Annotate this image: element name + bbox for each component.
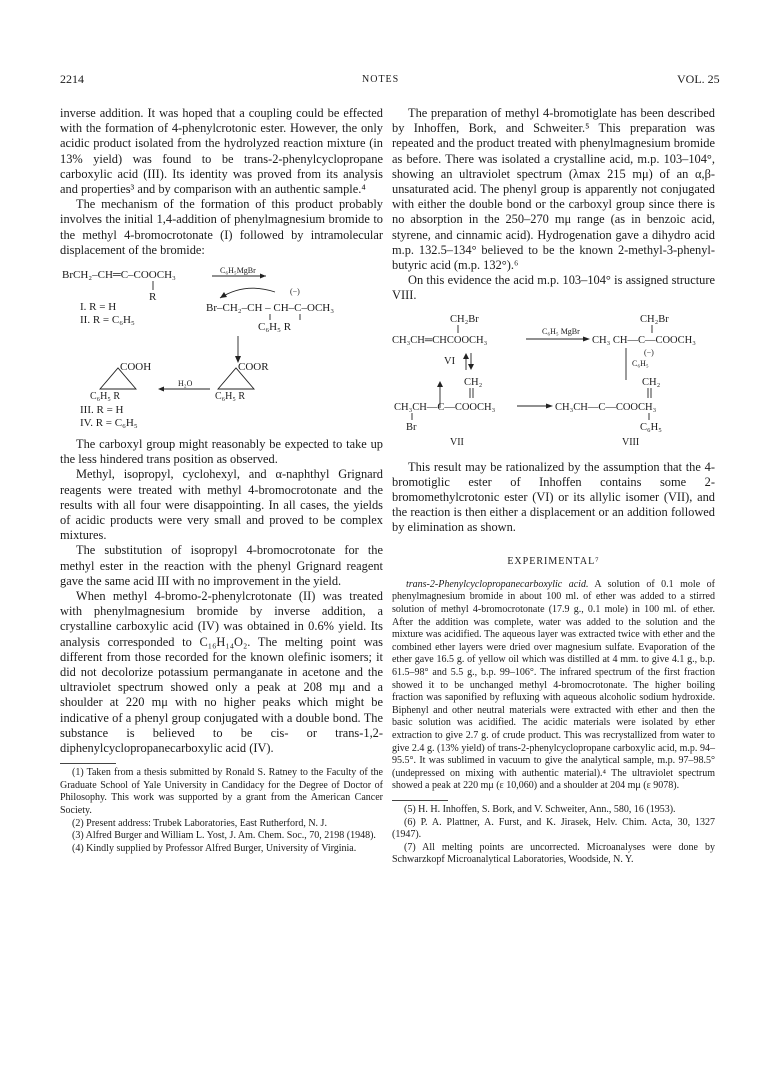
scheme-right-s9: CH₂ (464, 376, 483, 388)
footnote-6: (6) P. A. Plattner, A. Furst, and K. Jirasek, Helv. Chim. Acta, 30, 1327 (1947). (392, 816, 715, 841)
scheme-left-s5: Br–CH₂–CH – CH–C–OCH₃ (206, 302, 335, 315)
scheme-right-s1: CH₂Br (450, 313, 479, 325)
right-paragraph-3: This result may be rationalized by the assumption that the 4-bromotiglic ester of Inhoffen contains some 2-bromomethylcrotonic ester (VI) or its allylic isomer (VII), and the reaction is then either a displacement or an addition followed by elimination as shown. (392, 459, 715, 535)
footnote-rule (60, 763, 116, 764)
scheme-right-s8: C₆H₅ (632, 358, 649, 368)
footnote-7: (7) All melting points are uncorrected. Microanalyses were done by Schwarzkopf Microanalytical Laboratories, Woodside, N. Y. (392, 841, 715, 866)
reaction-scheme-left (60, 264, 383, 429)
footnote-3: (3) Alfred Burger and William L. Yost, J. Am. Chem. Soc., 70, 2198 (1948). (72, 830, 376, 842)
scheme-left-s9: COOH (120, 361, 152, 374)
scheme-right-s14: C₆H₅ (640, 421, 662, 433)
right-paragraph-2: On this evidence the acid m.p. 103–104° is assigned structure VIII. (392, 273, 715, 303)
left-paragraph-5: The substitution of isopropyl 4-bromocrotonate for the methyl ester in the reaction with the phenyl Grignard reagent gave the same acid III with no improvement in the yield. (60, 543, 383, 588)
scheme-left-s13: C₆H₅ R (215, 391, 246, 403)
scheme-right-s3: C₆H₅ MgBr (542, 326, 580, 336)
scheme-left-s4: (−) (290, 287, 300, 297)
left-paragraph-4: Methyl, isopropyl, cyclohexyl, and α-naphthyl Grignard reagents were treated with methyl 4-bromocrotonate and the results with all four were disappointing. In all cases, the yields of acidic products were very small and proved to be complex mixtures. (60, 467, 383, 543)
volume-label: VOL. 25 (677, 72, 720, 86)
footnotes-left (60, 767, 383, 855)
footnote-5: (5) H. H. Inhoffen, S. Bork, and V. Schweiter, Ann., 580, 16 (1953). (404, 803, 676, 815)
scheme-right-s7: VI (444, 355, 456, 367)
right-paragraph-1: The preparation of methyl 4-bromotiglate has been described by Inhoffen, Bork, and Schweiter.⁵ This preparation was repeated and the product treated with phenylmagnesium bromide as before. There was isolated a crystalline acid, m.p. 103–104°, showing an ultraviolet spectrum (λmax 215 mμ) of an α,β-unsaturated acid. The phenyl group is apparently not conjugated with either the double bond or the carboxyl group since there is no absorption in the 250–270 mμ range (as in benzoic acid, styrene, and cinnamic acid). Hydrogenation gave a dihydro acid m.p. 132.5–134° believed to be the known 2-methyl-3-phenyl-butyric acid (m.p. 132°).⁶ (392, 106, 715, 273)
scheme-left-s8: C₆H₅ R (258, 321, 292, 334)
left-column (60, 106, 383, 855)
scheme-right-s2: CH₂Br (640, 313, 669, 325)
experimental-paragraph (392, 579, 715, 793)
page-number: 2214 (60, 72, 84, 86)
right-column (392, 106, 715, 867)
scheme-left-s2: C₆H₅MgBr (220, 266, 256, 276)
left-paragraph-3: The carboxyl group might reasonably be expected to take up the less hindered trans position as observed. (60, 437, 383, 467)
footnote-rule-right (392, 800, 448, 801)
scheme-left-s15: IV. R = C₆H₅ (80, 417, 138, 430)
scheme-left-s6: I. R = H (80, 301, 117, 314)
left-paragraph-2: The mechanism of the formation of this product probably involves the initial 1,4-addition of phenylmagnesium bromide to the methyl 4-bromocrotonate (I) followed by intramolecular displacement of the bromide: (60, 197, 383, 257)
left-paragraph-1: inverse addition. It was hoped that a coupling could be effected with the formation of 4-phenylcrotonic ester. However, the only acidic product isolated from the hydrolyzed reaction mixture (in 13% yield) was found to be trans-2-phenylcyclopropane carboxylic acid (III). Its identity was proved from its analysis and properties³ and by comparison with an authentic sample.⁴ (60, 106, 383, 197)
scheme-right-s6: (−) (644, 347, 654, 357)
section-heading-experimental: EXPERIMENTAL⁷ (507, 555, 600, 567)
scheme-left-s3: R (149, 291, 157, 304)
running-header: NOTES (362, 74, 400, 85)
scheme-right-s4: CH₃CH═CHCOOCH₃ (392, 334, 488, 346)
footnote-1: (1) Taken from a thesis submitted by Ronald S. Ratney to the Faculty of the Graduate School of Yale University in Candidacy for the Degree of Doctor of Philosophy. This work was supported by a grant from the American Cancer Society. (60, 767, 383, 817)
footnote-2: (2) Present address: Trubek Laboratories, East Rutherford, N. J. (72, 817, 327, 829)
scheme-left-s11: H₂O (178, 379, 193, 389)
scheme-right-s13: Br (406, 421, 417, 433)
scheme-left-s1: BrCH₂–CH═C–COOCH₃ (62, 269, 176, 282)
experimental-compound-title: trans-2-Phenylcyclopropanecarboxylic acid. (406, 578, 589, 590)
scheme-right-s5: CH₃ CH—C—COOCH₃ (592, 334, 696, 346)
scheme-left-s7: II. R = C₆H₅ (80, 314, 135, 327)
footnote-4: (4) Kindly supplied by Professor Alfred Burger, University of Virginia. (72, 842, 357, 854)
footnotes-right (392, 804, 715, 867)
left-paragraph-6: When methyl 4-bromo-2-phenylcrotonate (II) was treated with phenylmagnesium bromide by inverse addition, a crystalline carboxylic acid (IV) was obtained in 0.6% yield. Its analysis corresponded to C₁₆H₁₄O₂. The melting point was different from those recorded for the known olefinic isomers; it did not decolorize potassium permanganate in acetone and the ultraviolet spectrum showed only a peak at 208 mμ and a shoulder at 220 mμ with no higher peaks which might be indicative of a phenyl group conjugated with a double bond. The substance is believed to be cis- or trans-1,2-diphenylcyclopropanecarboxylic acid (IV). (60, 589, 383, 756)
scheme-right-s16: VIII (622, 436, 640, 448)
experimental-text: A solution of 0.1 mole of phenylmagnesium bromide in about 100 ml. of ether was added to a stirred solution of methyl 4-bromocrotonate (17.9 g., 0.1 mole) in 100 ml. of ether. After the addition was complete, water was added to the solution and the mixture was acidified. The aqueous layer was extracted twice with ether and the combined ether layers were dried over magnesium sulfate. Evaporation of the ether gave 16.5 g. of yellow oil which was distilled at 4 mm. to give 4.1 g., b.p. 61.5–98° and 5.5 g., b.p. 99–106°. The infrared spectrum of the first fraction showed it to be unchanged methyl 4-bromocrotonate. The higher boiling fraction was saponified by refluxing with aqueous alcoholic sodium hydroxide. Biphenyl and other neutral materials were extracted with ether and then the basic solution was acidified. The acidic materials were isolated by ether extraction to give 2.7 g. of crude product. This was recrystallized from water to give 2.4 g. (13% yield) of trans-2-phenylcyclopropane carboxylic acid, m.p. 94–95.5°. It was sublimed in vacuum to give the analytical sample, m.p. 97–98.5° (undepressed on mixing with authentic material).⁴ The ultraviolet spectrum showed a peak at 220 mμ (ε 10,060) and a shoulder at 204 mμ (ε 9078). (392, 578, 715, 792)
scheme-right-s11: CH₃CH—C—COOCH₃ (394, 401, 496, 413)
scheme-left-s14: III. R = H (80, 404, 124, 417)
reaction-scheme-right (392, 310, 715, 450)
scheme-right-s12: CH₃CH—C—COOCH₃ (555, 401, 657, 413)
scheme-left-s12: C₆H₅ R (90, 391, 121, 403)
scheme-right-s15: VII (450, 436, 464, 448)
scheme-right-s10: CH₂ (642, 376, 661, 388)
scheme-left-s10: COOR (238, 361, 269, 374)
